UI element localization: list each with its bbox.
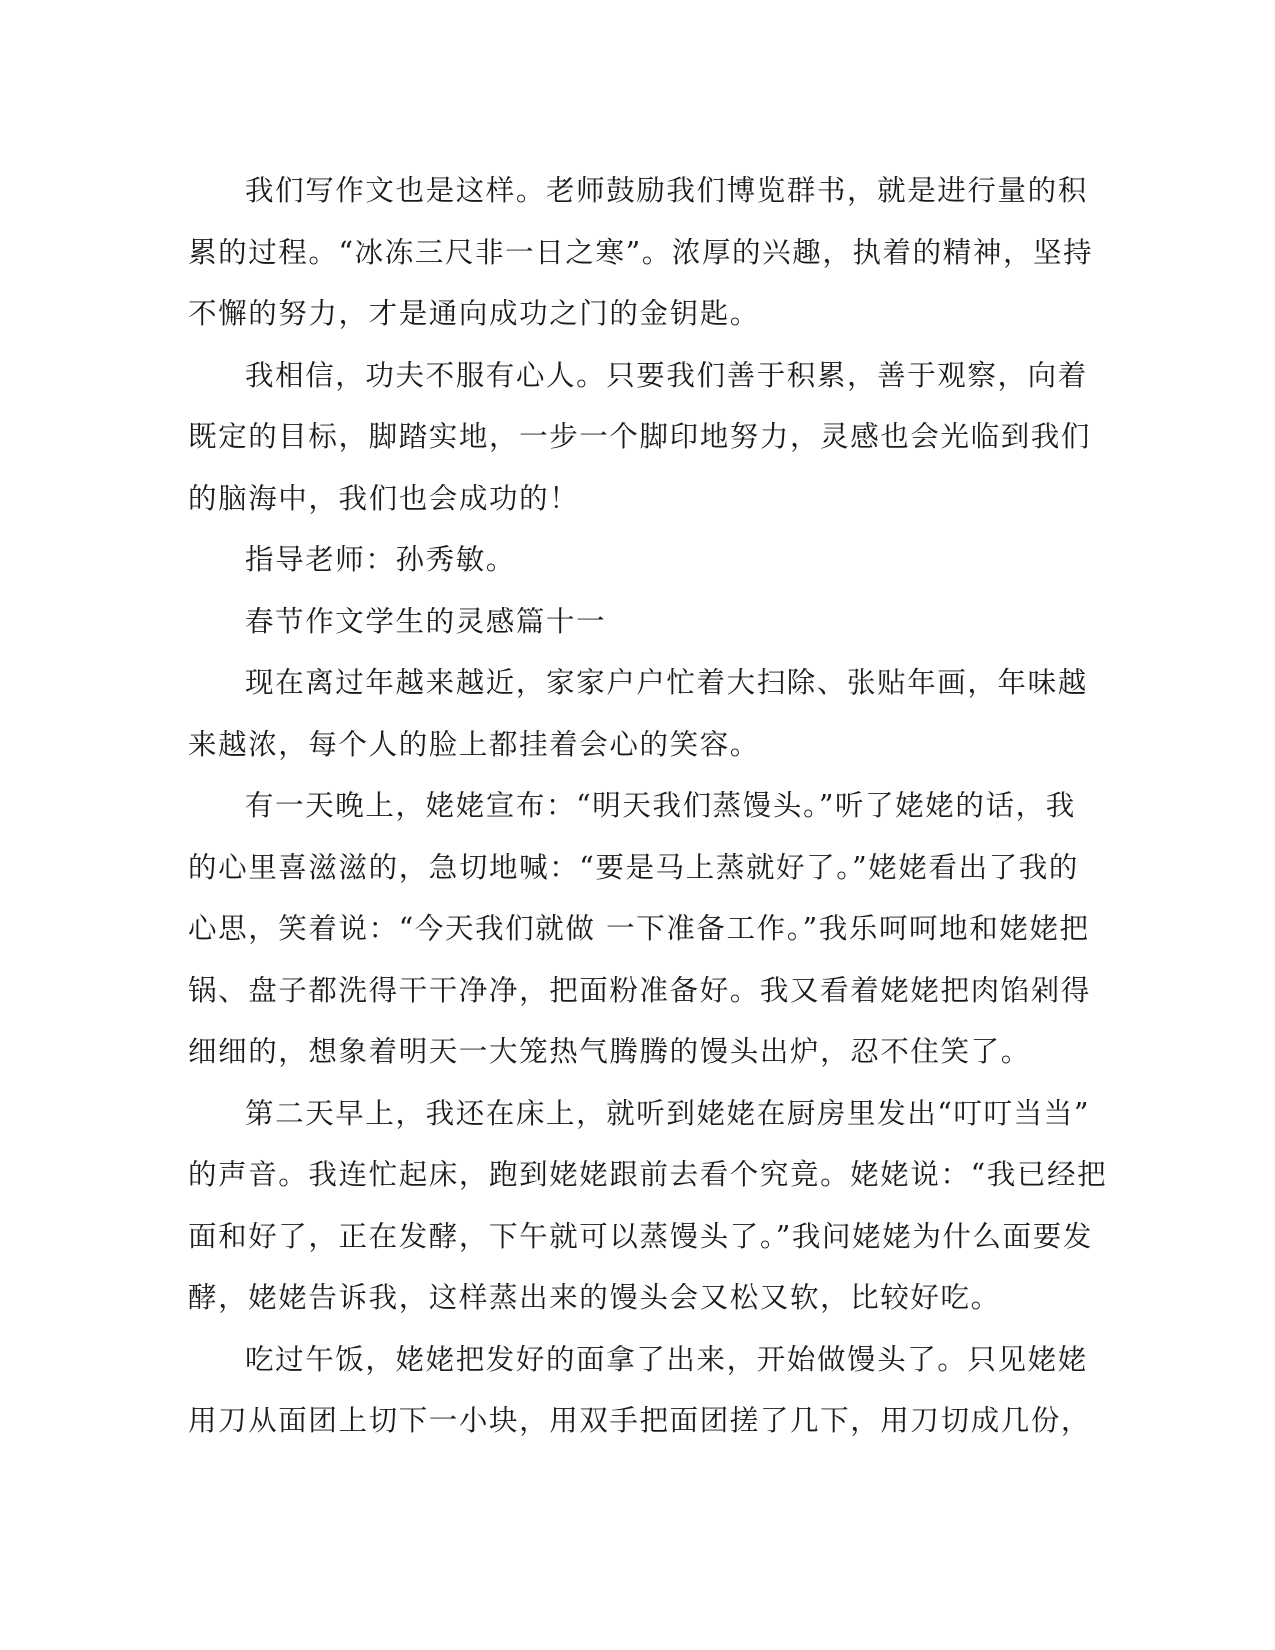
text-line: 心思，笑着说：“今天我们就做 一下准备工作。”我乐呵呵地和姥姥把 [188, 912, 1090, 945]
text-line: 用刀从面团上切下一小块，用双手把面团搓了几下，用刀切成几份， [188, 1404, 1092, 1437]
text-line: 我相信，功夫不服有心人。只要我们善于积累，善于观察，向着 [245, 358, 1088, 392]
text-line: 累的过程。“冰冻三尺非一日之寒”。浓厚的兴趣，执着的精神，坚持 [188, 235, 1094, 269]
text-line: 我们写作文也是这样。老师鼓励我们博览群书，就是进行量的积 [245, 174, 1088, 207]
section-title: 春节作文学生的灵感篇十一 [245, 604, 607, 638]
text-line: 来越浓，每个人的脸上都挂着会心的笑容。 [188, 727, 760, 761]
document-page [188, 160, 1108, 1452]
paragraph [188, 652, 1088, 775]
paragraph [188, 345, 1092, 530]
paragraph [188, 591, 1088, 653]
paragraph [188, 529, 1088, 591]
text-line: 锅、盘子都洗得干干净净，把面粉准备好。我又看着姥姥把肉馅剁得 [188, 973, 1092, 1007]
text-line: 细细的，想象着明天一大笼热气腾腾的馒头出炉，忍不住笑了。 [188, 1035, 1031, 1068]
paragraph [188, 1083, 1108, 1329]
paragraph [188, 1329, 1092, 1452]
text-line: 现在离过年越来越近，家家户户忙着大扫除、张贴年画，年味越 [245, 666, 1088, 699]
text-line: 面和好了，正在发酵，下午就可以蒸馒头了。”我问姥姥为什么面要发 [188, 1219, 1093, 1253]
text-line: 有一天晚上，姥姥宣布：“明天我们蒸馒头。”听了姥姥的话，我 [245, 789, 1076, 822]
text-line: 不懈的努力，才是通向成功之门的金钥匙。 [188, 297, 760, 330]
text-line: 吃过午饭，姥姥把发好的面拿了出来，开始做馒头了。只见姥姥 [245, 1342, 1088, 1376]
text-line: 的脑海中，我们也会成功的！ [188, 481, 580, 515]
paragraph [188, 160, 1094, 345]
advisor-line: 指导老师：孙秀敏。 [245, 543, 516, 576]
text-line: 的心里喜滋滋的，急切地喊：“要是马上蒸就好了。”姥姥看出了我的 [188, 850, 1079, 884]
text-line: 第二天早上，我还在床上，就听到姥姥在厨房里发出“叮叮当当” [245, 1096, 1091, 1130]
text-line: 既定的目标，脚踏实地，一步一个脚印地努力，灵感也会光临到我们 [188, 420, 1092, 453]
text-line: 的声音。我连忙起床，跑到姥姥跟前去看个究竟。姥姥说：“我已经把 [188, 1158, 1108, 1191]
paragraph [188, 775, 1092, 1083]
text-line: 酵，姥姥告诉我，这样蒸出来的馒头会又松又软，比较好吃。 [188, 1281, 1001, 1314]
